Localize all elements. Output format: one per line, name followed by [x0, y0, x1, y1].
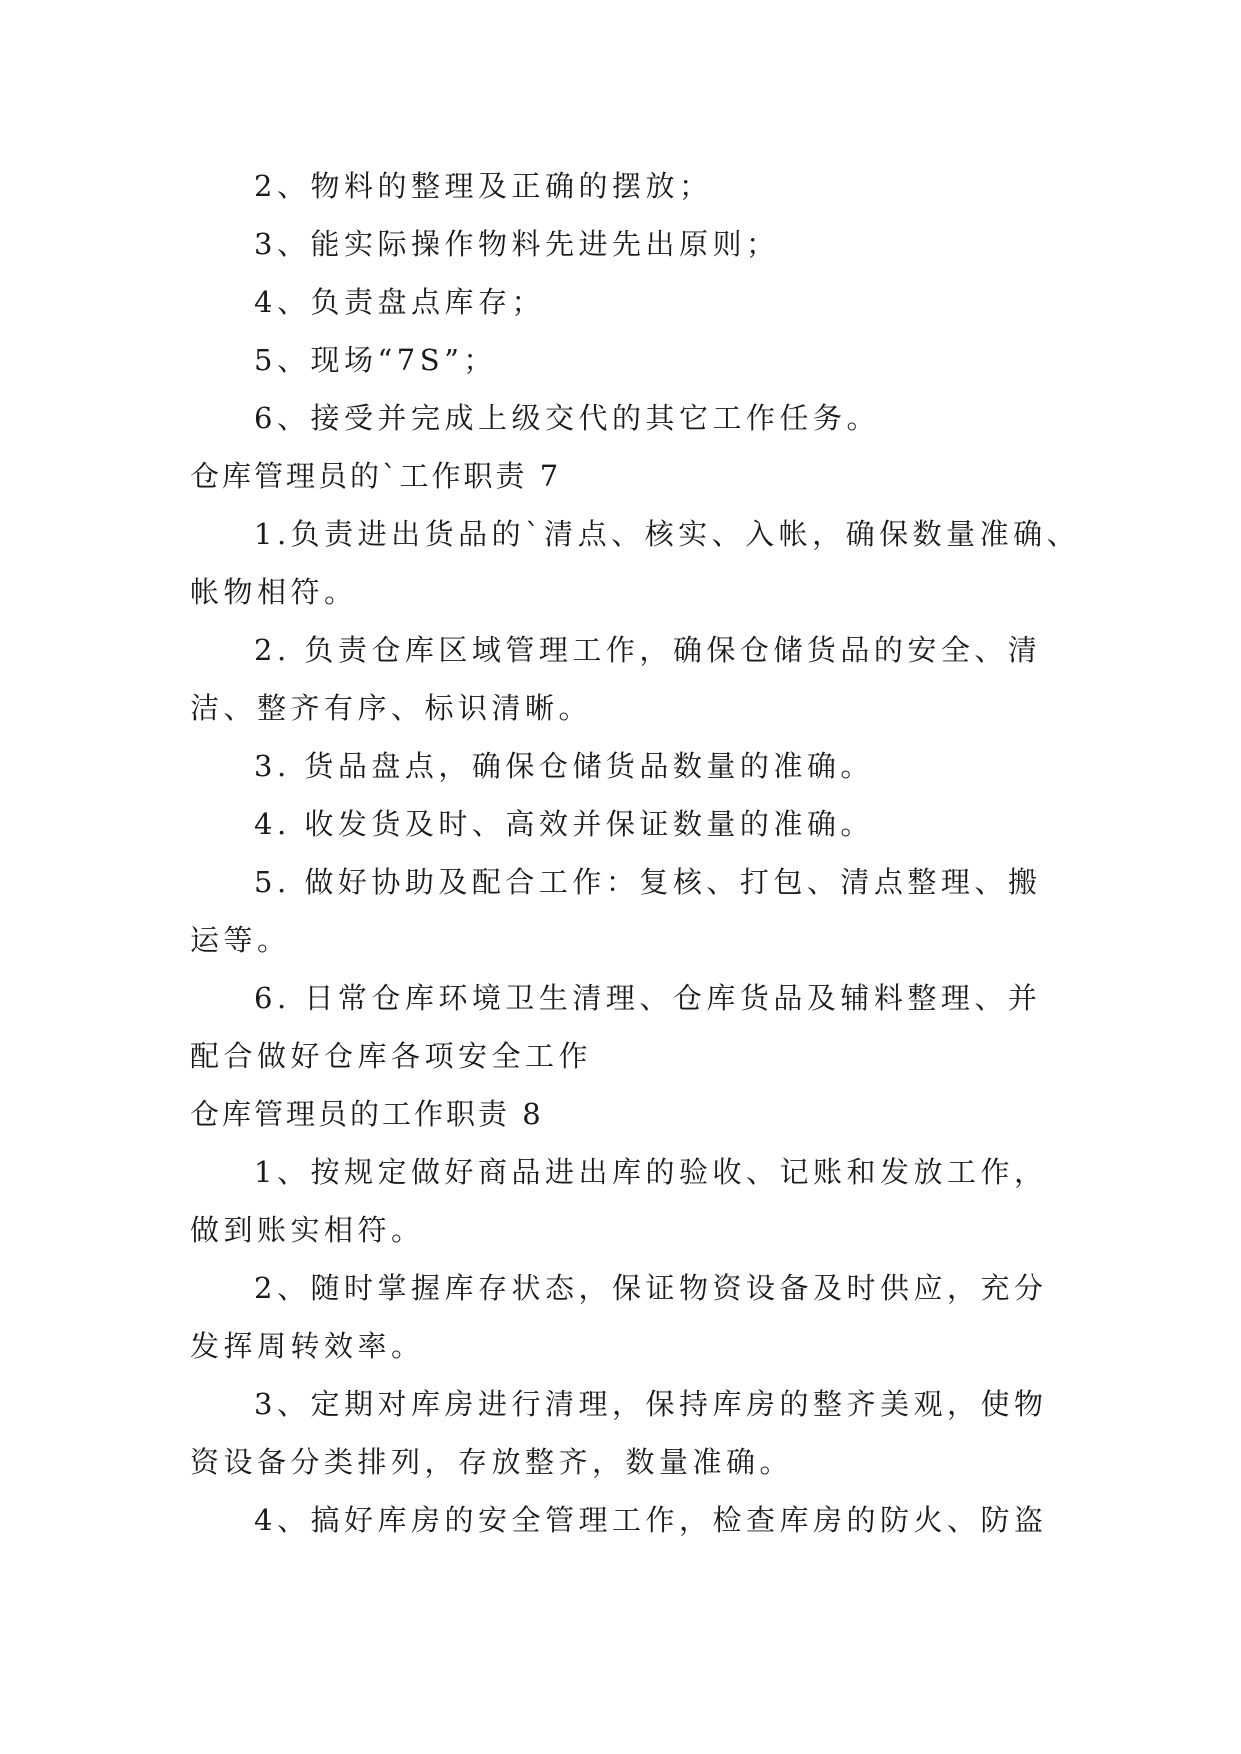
paragraph-line: 运等。: [190, 923, 291, 957]
paragraph-line: 洁、整齐有序、标识清晰。: [190, 691, 593, 725]
paragraph-line: 帐物相符。: [190, 575, 358, 609]
paragraph-line: 资设备分类排列，存放整齐，数量准确。: [190, 1445, 794, 1479]
list-item: 2、物料的整理及正确的摆放；: [254, 169, 713, 203]
paragraph-line: 1.负责进出货品的`清点、核实、入帐，确保数量准确、: [254, 517, 1081, 551]
paragraph-line: 做到账实相符。: [190, 1213, 425, 1247]
paragraph-line: 5. 做好协助及配合工作：复核、打包、清点整理、搬: [254, 865, 1042, 899]
paragraph-line: 3、定期对库房进行清理，保持库房的整齐美观，使物: [254, 1387, 1048, 1421]
list-item: 4、负责盘点库存；: [254, 285, 545, 319]
paragraph-line: 6. 日常仓库环境卫生清理、仓库货品及辅料整理、并: [254, 981, 1042, 1015]
list-item: 3、能实际操作物料先进先出原则；: [254, 227, 780, 261]
paragraph-line: 1、按规定做好商品进出库的验收、记账和发放工作，: [254, 1155, 1048, 1189]
section-heading: 仓库管理员的`工作职责 7: [190, 459, 562, 493]
paragraph-line: 2、随时掌握库存状态，保证物资设备及时供应，充分: [254, 1271, 1048, 1305]
paragraph-line: 配合做好仓库各项安全工作: [190, 1039, 593, 1073]
list-item: 5、现场“7S”；: [254, 343, 497, 377]
paragraph-line: 发挥周转效率。: [190, 1329, 425, 1363]
paragraph-line: 3. 货品盘点，确保仓储货品数量的准确。: [254, 749, 874, 783]
list-item: 6、接受并完成上级交代的其它工作任务。: [254, 401, 880, 435]
paragraph-line: 4. 收发货及时、高效并保证数量的准确。: [254, 807, 874, 841]
document-body: [190, 157, 1081, 1549]
paragraph-line: 4、搞好库房的安全管理工作，检查库房的防火、防盗: [254, 1503, 1048, 1537]
paragraph-line: 2. 负责仓库区域管理工作，确保仓储货品的安全、清: [254, 633, 1042, 667]
section-heading: 仓库管理员的工作职责 8: [190, 1097, 544, 1131]
